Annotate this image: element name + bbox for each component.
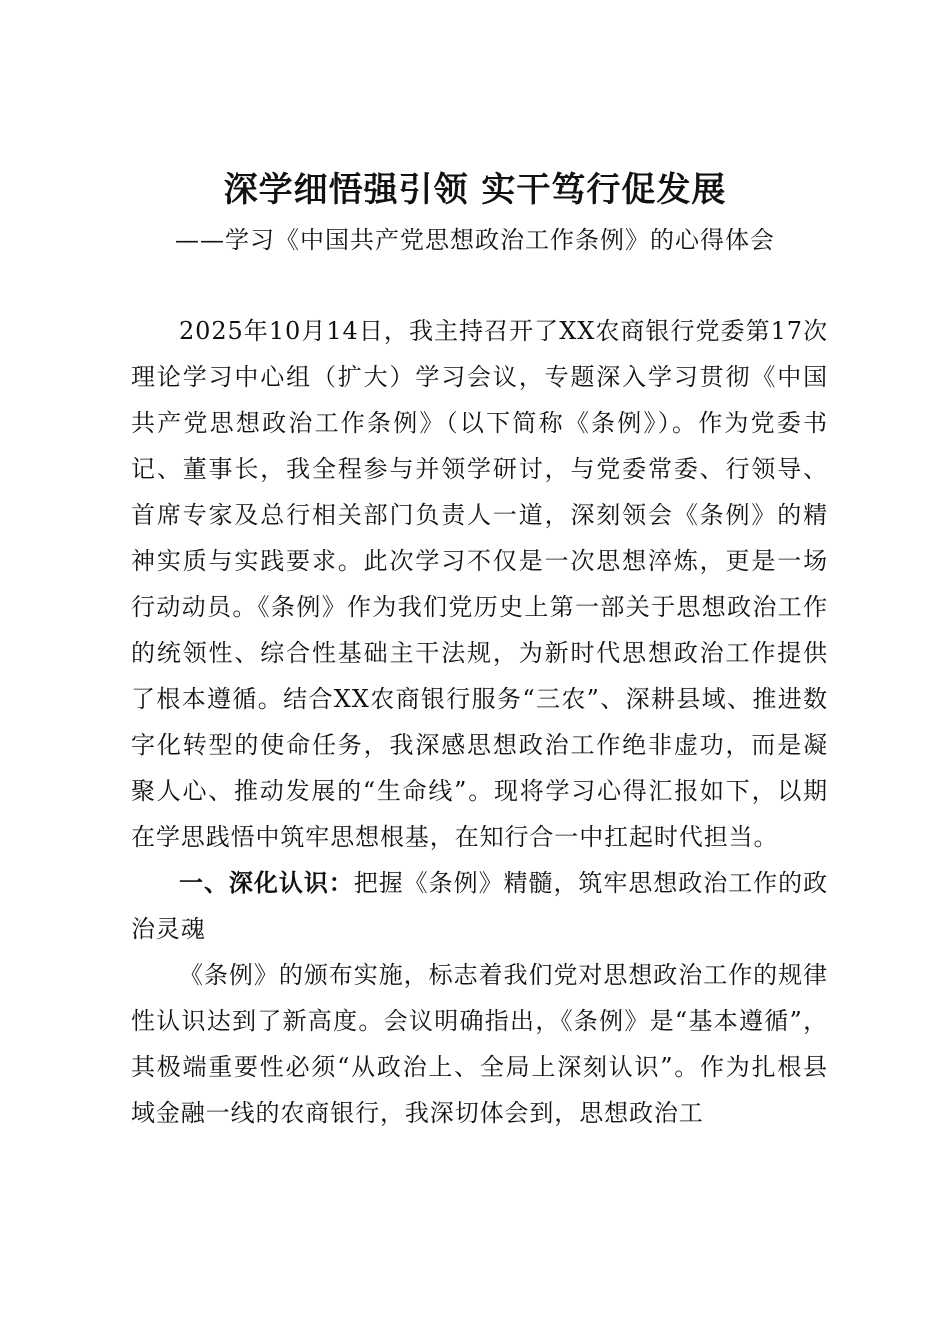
document-body	[131, 308, 828, 1136]
section-heading-1-text: 把握《条例》精髓，筑牢思想政治工作的政治灵魂	[131, 869, 828, 943]
document-subtitle: ——学习《中国共产党思想政治工作条例》的心得体会	[175, 226, 775, 254]
section-heading-1-lead: 一、深化认识：	[179, 868, 354, 897]
section-1-paragraph: 《条例》的颁布实施，标志着我们党对思想政治工作的规律性认识达到了新高度。会议明确指出，《条例》是“基本遵循”，其极端重要性必须“从政治上、全局上深刻认识”。作为扎根县域金融一线的农商银行，我深切体会到，思想政治工	[131, 961, 828, 1127]
document-title: 深学细悟强引领 实干笃行促发展	[223, 170, 727, 210]
intro-paragraph: 2025年10月14日，我主持召开了XX农商银行党委第17次理论学习中心组（扩大）学习会议，专题深入学习贯彻《中国共产党思想政治工作条例》（以下简称《条例》）。作为党委书记、董事长，我全程参与并领学研讨，与党委常委、行领导、首席专家及总行相关部门负责人一道，深刻领会《条例》的精神实质与实践要求。此次学习不仅是一次思想淬炼，更是一场行动动员。《条例》作为我们党历史上第一部关于思想政治工作的统领性、综合性基础主干法规，为新时代思想政治工作提供了根本遵循。结合XX农商银行服务“三农”、深耕县域、推进数字化转型的使命任务，我深感思想政治工作绝非虚功，而是凝聚人心、推动发展的“生命线”。现将学习心得汇报如下，以期在学思践悟中筑牢思想根基，在知行合一中扛起时代担当。	[131, 317, 828, 851]
section-heading-1	[131, 860, 828, 952]
